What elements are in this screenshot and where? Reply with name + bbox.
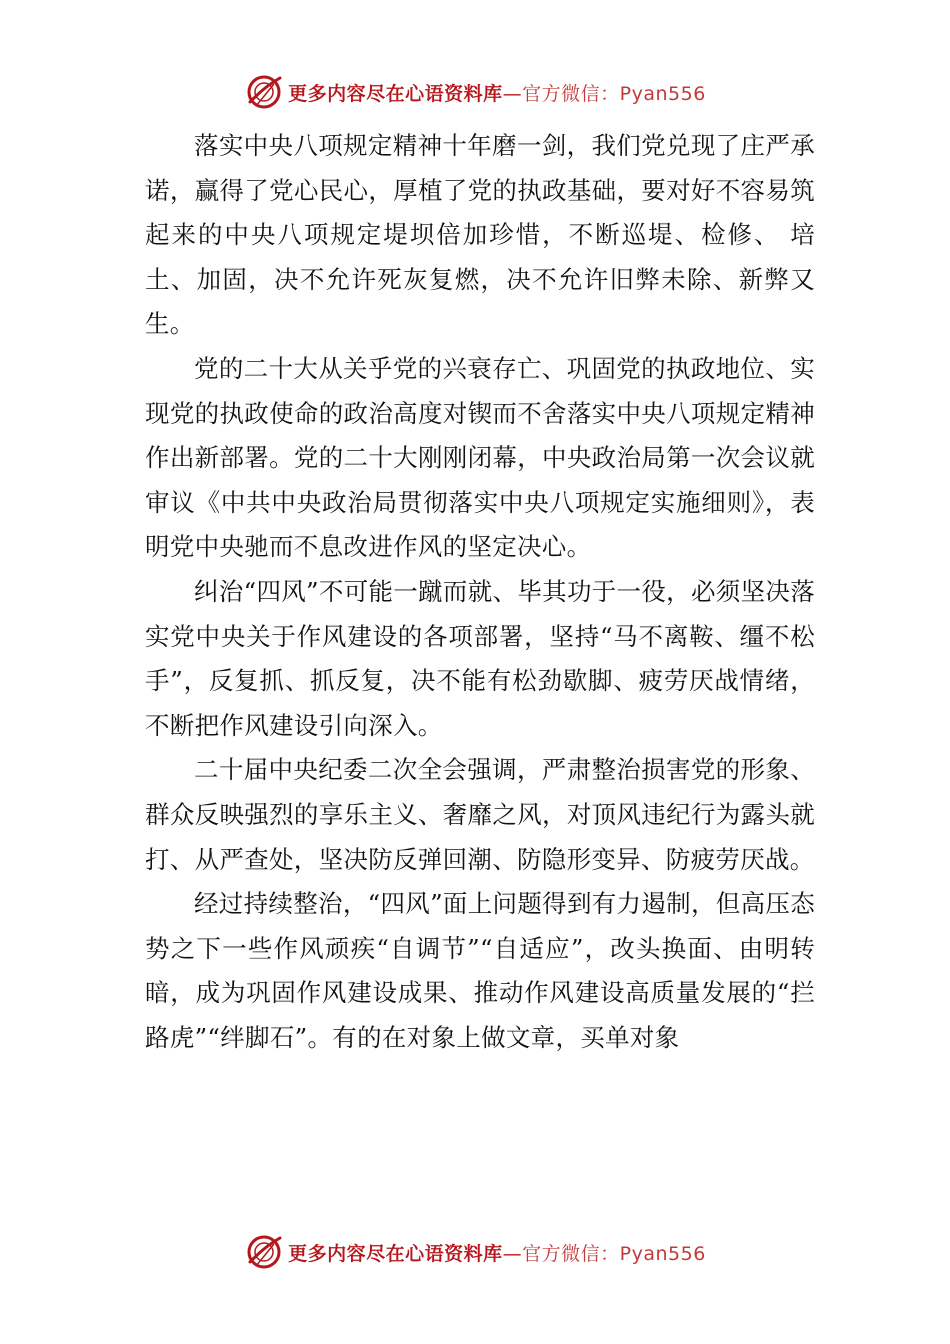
paragraph-1: 落实中央八项规定精神十年磨一剑，我们党兑现了庄严承诺，赢得了党心民心，厚植了党的执政基础，要对好不容易筑起来的中央八项规定堤坝倍加珍惜，不断巡堤、检修、 培土、加固，决不允许死灰复燃，决不允许旧弊未除、新弊又生。: [145, 131, 815, 339]
article-body: [145, 124, 815, 1060]
paragraph-2: 党的二十大从关乎党的兴衰存亡、巩固党的执政地位、实现党的执政使命的政治高度对锲而不舍落实中央八项规定精神作出新部署。党的二十大刚刚闭幕，中央政治局第一次会议就审议《中共中央政治局贯彻落实中央八项规定实施细则》，表明党中央驰而不息改进作风的坚定决心。: [145, 353, 815, 562]
watermark-logo-icon: [244, 72, 284, 112]
paragraph-5: 经过持续整治，“四风”面上问题得到有力遏制，但高压态势之下一些作风顽疾“自调节”“自适应”，改头换面、由明转暗，成为巩固作风建设成果、推动作风建设高质量发展的“拦路虎”“绊脚石”。有的在对象上做文章，买单对象: [145, 889, 815, 1052]
watermark-header: [0, 72, 950, 112]
watermark-text: 更多内容尽在心语资料库—官方微信：Pyan556: [288, 1242, 706, 1265]
paragraph-3: 纠治“四风”不可能一蹴而就、毕其功于一役，必须坚决落实党中央关于作风建设的各项部署，坚持“马不离鞍、缰不松手”，反复抓、抓反复，决不能有松劲歇脚、疲劳厌战情绪，不断把作风建设引向深入。: [145, 576, 815, 740]
watermark-logo-icon: [244, 1232, 284, 1272]
watermark-text: 更多内容尽在心语资料库—官方微信：Pyan556: [288, 82, 706, 105]
watermark-footer: [0, 1232, 950, 1272]
paragraph-4: 二十届中央纪委二次全会强调，严肃整治损害党的形象、群众反映强烈的享乐主义、奢靡之风，对顶风违纪行为露头就打、从严查处，坚决防反弹回潮、防隐形变异、防疲劳厌战。: [145, 755, 815, 874]
